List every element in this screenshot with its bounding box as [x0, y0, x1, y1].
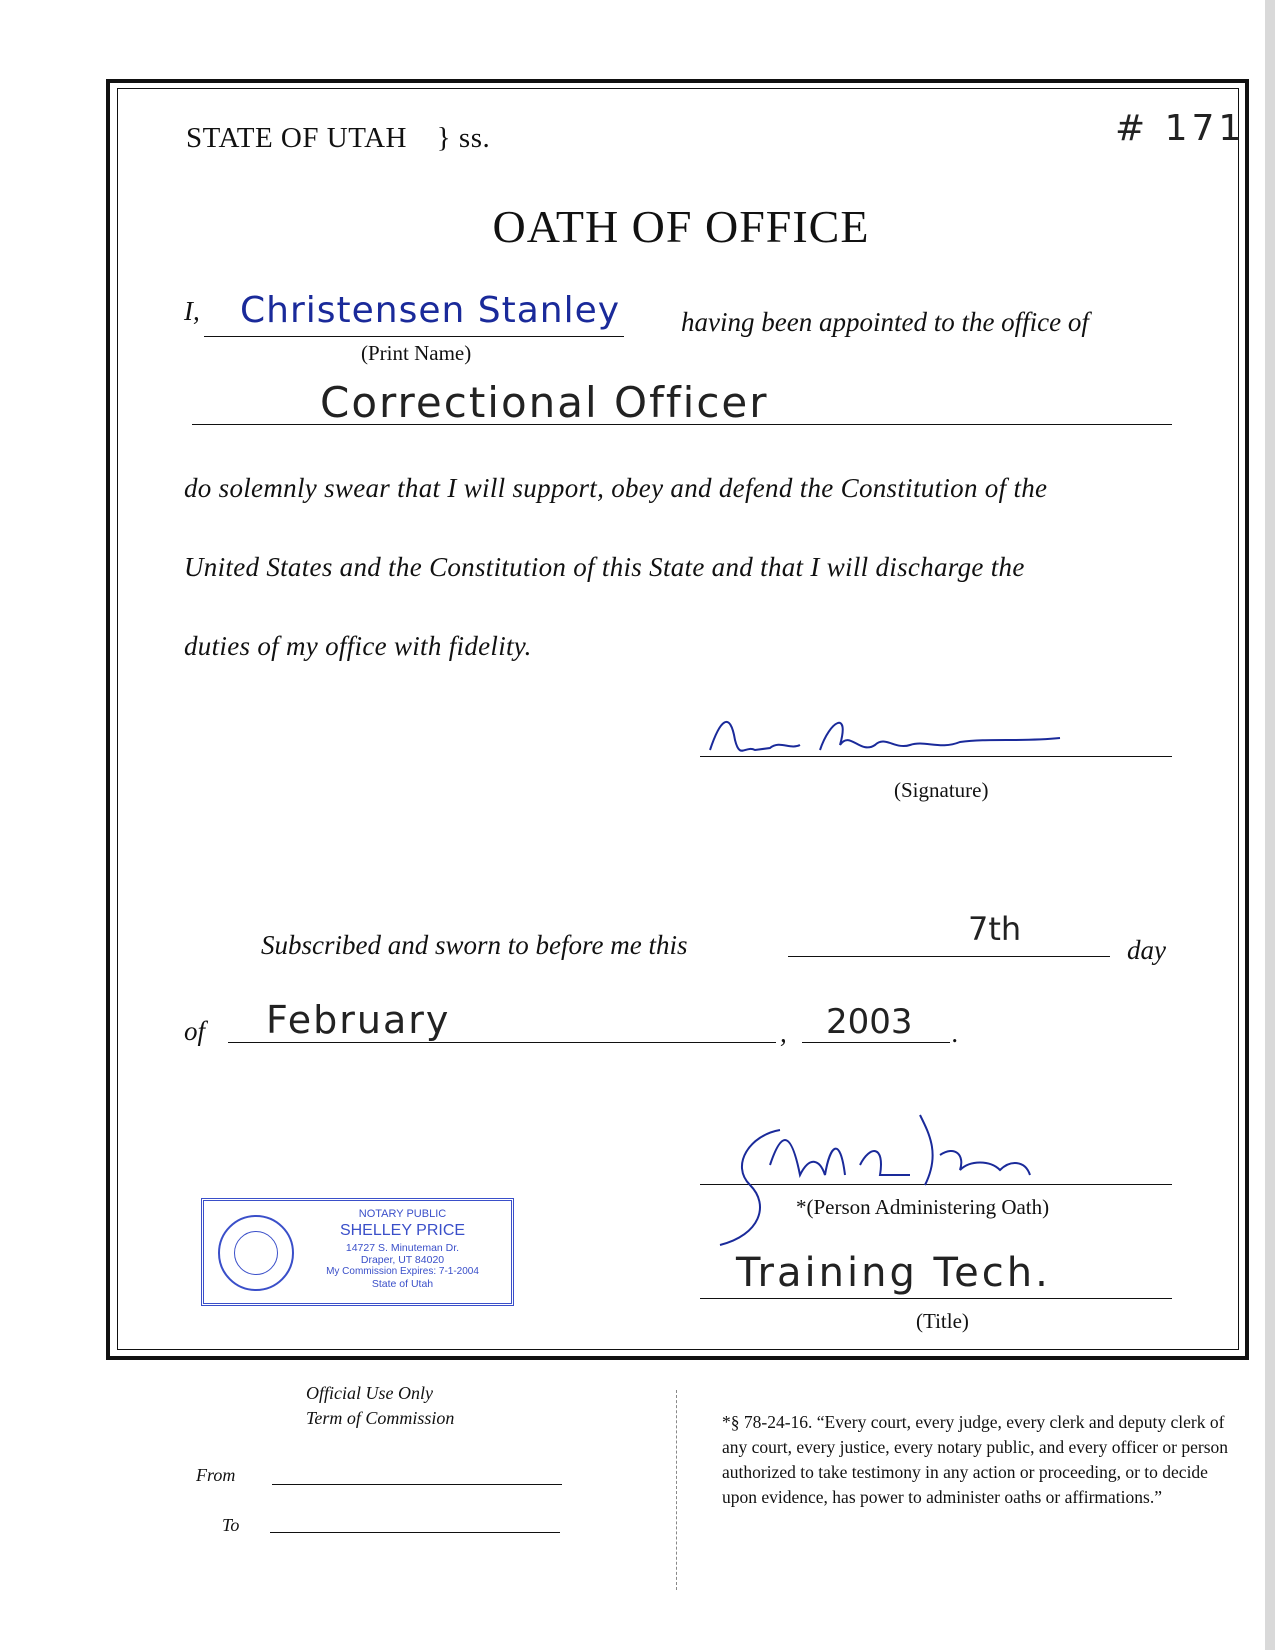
stamp-address-2: Draper, UT 84020	[360, 1254, 445, 1266]
stamp-state: State of Utah	[371, 1278, 434, 1290]
day-value: 7th	[968, 910, 1022, 948]
day-line	[788, 956, 1110, 957]
day-suffix: day	[1127, 935, 1166, 965]
state-heading	[186, 122, 490, 155]
document-number: # 171	[1115, 108, 1246, 149]
of-label: of	[184, 1016, 206, 1046]
official-use-heading: Official Use Only	[306, 1383, 433, 1403]
signature-caption: (Signature)	[894, 778, 989, 802]
stamp-heading: NOTARY PUBLIC	[358, 1208, 447, 1220]
notary-stamp	[201, 1198, 514, 1306]
appointment-prefix: I,	[184, 296, 200, 326]
page-title: OATH OF OFFICE	[492, 201, 870, 252]
year-value: 2003	[826, 1002, 913, 1042]
stamp-name: SHELLEY PRICE	[339, 1222, 466, 1239]
date-period: .	[952, 1018, 959, 1048]
stamp-address-1: 14727 S. Minuteman Dr.	[345, 1242, 460, 1254]
year-line	[802, 1042, 950, 1043]
office-value: Correctional Officer	[320, 378, 769, 427]
administrator-caption: *(Person Administering Oath)	[796, 1195, 1050, 1219]
oath-line-1: do solemnly swear that I will support, obey and defend the Constitution of the	[184, 473, 1048, 503]
month-line	[228, 1042, 776, 1043]
stamp-commission: My Commission Expires: 7-1-2004	[326, 1266, 479, 1277]
ss-label: } ss.	[436, 122, 491, 154]
appointment-suffix: having been appointed to the office of	[681, 307, 1089, 337]
administrator-signature-mark	[710, 1105, 1050, 1255]
print-name-line	[204, 336, 624, 337]
state-label: STATE OF UTAH	[186, 122, 407, 154]
to-line	[270, 1532, 560, 1533]
print-name-value: Christensen Stanley	[240, 290, 621, 331]
state-seal-icon	[218, 1215, 294, 1291]
term-of-commission-heading: Term of Commission	[306, 1408, 455, 1428]
oath-line-3: duties of my office with fidelity.	[184, 631, 532, 661]
title-line	[700, 1298, 1172, 1299]
oath-line-2: United States and the Constitution of this State and that I will discharge the	[184, 552, 1025, 582]
print-name-caption: (Print Name)	[361, 341, 472, 365]
to-label: To	[222, 1515, 240, 1535]
month-value: February	[266, 998, 451, 1042]
date-comma: ,	[780, 1018, 787, 1048]
from-label: From	[196, 1465, 236, 1485]
title-caption: (Title)	[916, 1309, 969, 1333]
footer-divider	[676, 1390, 677, 1590]
administrator-title-value: Training Tech.	[736, 1250, 1051, 1296]
from-line	[272, 1484, 562, 1485]
statute-footnote: *§ 78-24-16. “Every court, every judge, every clerk and deputy clerk of any court, every justice, every notary public, and every officer or person authorized to take testimony in any action or proceeding, or to decide upon evidence, has power to administer oaths or affirmations.”	[722, 1412, 1229, 1507]
subscribed-text: Subscribed and sworn to before me this	[261, 930, 688, 960]
